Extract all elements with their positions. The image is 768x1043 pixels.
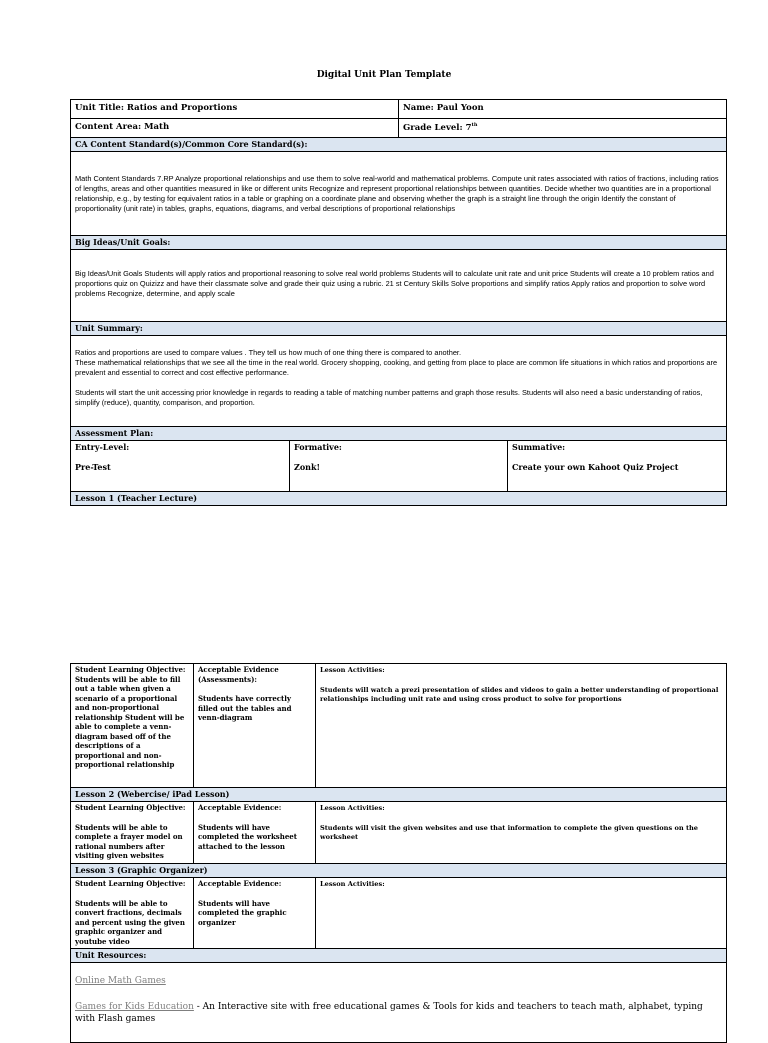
unit-summary-body — [71, 336, 727, 427]
unit-resources-body — [71, 963, 727, 1043]
games-resource-description: - An Interactive site with free educational games & Tools for kids and teachers to teach math, alphabet, typing with Flash games — [75, 1002, 703, 1024]
lesson-2-activities-label: Lesson Activities: — [320, 804, 385, 812]
lessons-table — [70, 663, 727, 1043]
lesson-1-activities-text: Students will watch a prezi presentation of slides and videos to gain a better understanding of proportional relationships including unit rate and using cross product to solve for proportions — [320, 685, 719, 703]
lesson-2-evidence-label: Acceptable Evidence: — [198, 803, 282, 812]
entry-level-cell — [71, 441, 290, 492]
lesson-2-objective-label: Student Learning Objective: — [75, 803, 186, 812]
summative-cell — [508, 441, 727, 492]
lesson-1-activities-label: Lesson Activities: — [320, 666, 385, 674]
lesson-2-objective-text: Students will be able to complete a frayer model on rational numbers after visiting given websites — [75, 822, 183, 860]
lesson-1-activities-cell — [316, 664, 727, 788]
summative-value: Create your own Kahoot Quiz Project — [512, 462, 679, 472]
lesson-1-objective-label: Student Learning Objective: — [75, 665, 186, 674]
lesson-2-activities-text: Students will visit the given websites and use that information to complete the given questions on the worksheet — [320, 823, 698, 841]
lesson-3-objective-cell — [71, 878, 194, 949]
unit-title-cell: Unit Title: Ratios and Proportions — [71, 100, 399, 119]
unit-resources-header: Unit Resources: — [71, 949, 727, 963]
lesson-1-evidence-label: Acceptable Evidence (Assessments): — [198, 665, 279, 684]
lesson-3-activities-label: Lesson Activities: — [320, 880, 385, 888]
lesson-2-objective-cell — [71, 802, 194, 864]
games-for-kids-education-link[interactable]: Games for Kids Education — [75, 1002, 194, 1012]
assessment-plan-header: Assessment Plan: — [71, 427, 727, 441]
formative-cell — [290, 441, 508, 492]
big-ideas-text: Big Ideas/Unit Goals Students will apply ratios and proportional reasoning to solve real world problems Students will to calculate unit rate and unit price Students will create a 10 problem ratios and proportions quiz on Quizizz and have their classmate solve and grade their quiz using a rubric. 21 st Century Skills Solve proportions and simplify ratios Apply ratios and proportion to solve word problems Recognize, determine, and apply scale — [71, 250, 727, 322]
lesson-2-evidence-text: Students will have completed the worksheet attached to the lesson — [198, 822, 297, 851]
lesson-1-header: Lesson 1 (Teacher Lecture) — [71, 492, 727, 506]
lesson-3-objective-text: Students will be able to convert fractions, decimals and percent using the given graphic organizer and youtube video — [75, 898, 185, 946]
standards-header: CA Content Standard(s)/Common Core Standard(s): — [71, 138, 727, 152]
summary-line-2: These mathematical relationships that we see all the time in the real world. Grocery shopping, cooking, and getting from place to place are common life situations in which ratios and proportions are prevalent and essential to correct and cost effective performance. — [75, 358, 718, 377]
lesson-1-objective-cell — [71, 664, 194, 788]
formative-value: Zonk! — [294, 462, 321, 472]
content-area-cell: Content Area: Math — [71, 119, 399, 138]
lesson-2-header: Lesson 2 (Webercise/ iPad Lesson) — [71, 788, 727, 802]
summary-line-1: Ratios and proportions are used to compare values . They tell us how much of one thing there is compared to another. — [75, 348, 462, 357]
lesson-2-evidence-cell — [194, 802, 316, 864]
online-math-games-link[interactable]: Online Math Games — [75, 976, 166, 986]
lesson-3-evidence-label: Acceptable Evidence: — [198, 879, 282, 888]
entry-level-label: Entry-Level: — [75, 442, 130, 452]
grade-level-text: Grade Level: 7 — [403, 122, 472, 133]
lesson-2-activities-cell — [316, 802, 727, 864]
grade-level-cell — [399, 119, 727, 138]
summative-label: Summative: — [512, 442, 566, 452]
big-ideas-header: Big Ideas/Unit Goals: — [71, 236, 727, 250]
lesson-1-evidence-text: Students have correctly filled out the tables and venn-diagram — [198, 694, 292, 722]
standards-text: Math Content Standards 7.RP Analyze proportional relationships and use them to solve real-world and mathematical problems. Compute unit rates associated with ratios of fractions, including ratios of lengths, areas and other quantities measured in like or different units Recognize and represent proportional relationships between quantities. Decide whether two quantities are in a proportional relationship, e.g., by testing for equivalent ratios in a table or graphing on a coordinate plane and observing whether the graph is a straight line through the origin Identify the constant of proportionality (unit rate) in tables, graphs, equations, diagrams, and verbal descriptions of proportional relationships — [71, 152, 727, 236]
unit-plan-table — [70, 99, 727, 506]
name-cell: Name: Paul Yoon — [399, 100, 727, 119]
lesson-1-objective-text: Students will be able to fill out a table when given a scenario of a proportional and non-proportional relationship Student will be able to complete a venn-diagram based off of the descriptions of a proportional and non-proportional relationship — [75, 674, 185, 769]
lesson-3-objective-label: Student Learning Objective: — [75, 879, 186, 888]
formative-label: Formative: — [294, 442, 342, 452]
unit-summary-header: Unit Summary: — [71, 322, 727, 336]
games-resource-entry — [75, 1001, 722, 1025]
lesson-3-header: Lesson 3 (Graphic Organizer) — [71, 864, 727, 878]
grade-level-suffix: th — [471, 122, 478, 128]
lesson-3-evidence-text: Students will have completed the graphic organizer — [198, 898, 287, 927]
entry-level-value: Pre-Test — [75, 462, 111, 472]
lesson-3-evidence-cell — [194, 878, 316, 949]
summary-paragraph-2: Students will start the unit accessing prior knowledge in regards to reading a table of matching number patterns and graph those results. Students will also need a basic understanding of ratios, simplify (reduce), quantity, comparison, and proportion. — [75, 388, 703, 407]
lesson-3-activities-cell — [316, 878, 727, 949]
lesson-1-evidence-cell — [194, 664, 316, 788]
document-title: Digital Unit Plan Template — [316, 70, 452, 80]
